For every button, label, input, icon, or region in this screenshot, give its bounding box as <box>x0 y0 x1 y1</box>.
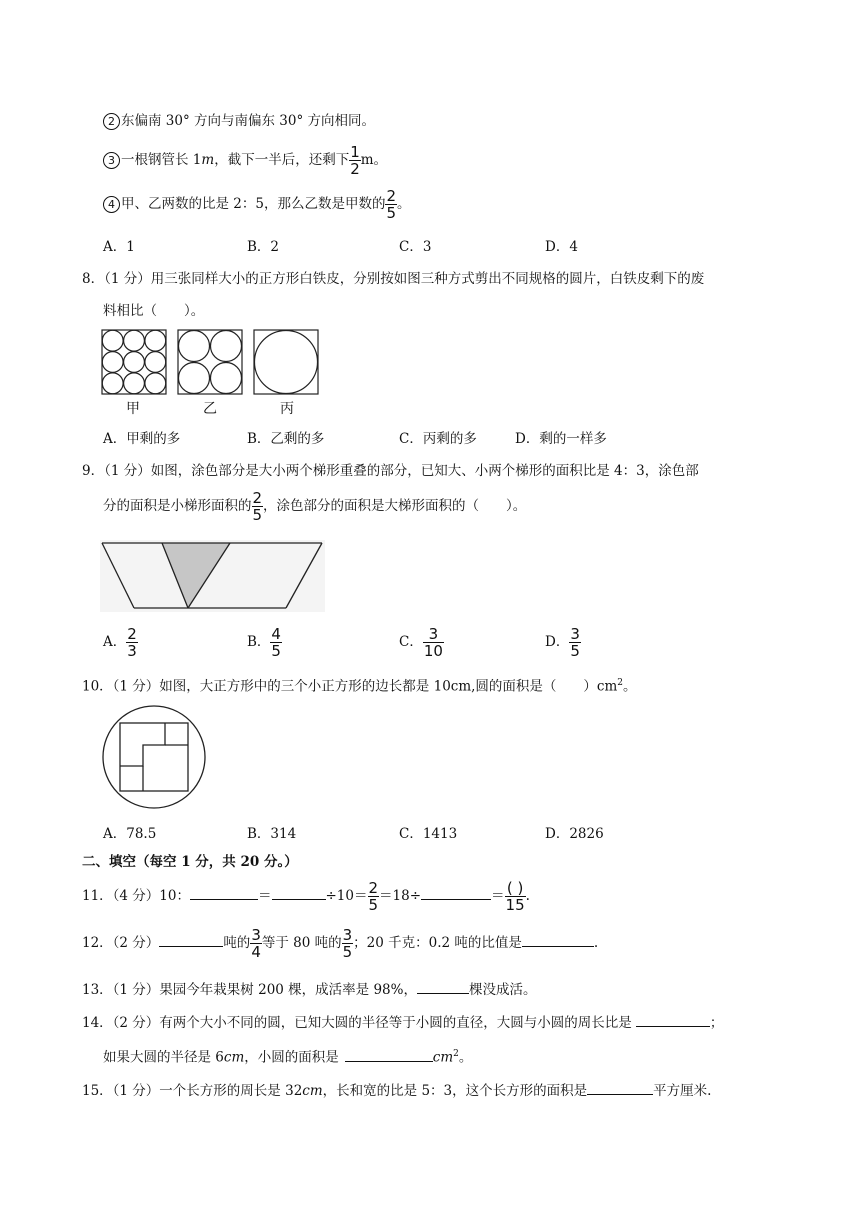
q9-option-b[interactable]: B． $\frac{4}{5}$ <box>247 625 281 660</box>
q10-option-c[interactable]: C．1413 <box>399 826 458 842</box>
q9-figure-trapezoids <box>100 540 325 612</box>
fraction: $\frac{4}{5}$ <box>271 625 281 660</box>
q15: 15．（1 分）一个长方形的周长是 32cm，长和宽的比是 5：3，这个长方形的面积是 平方厘米. <box>82 1080 711 1100</box>
circled-number: 3 <box>103 152 120 169</box>
q10-option-d[interactable]: D．2826 <box>545 826 604 842</box>
q10-stem: 10．（1 分）如图，大正方形中的三个小正方形的边长都是 10cm,圆的面积是（ ）$cm^2$。 <box>82 678 637 695</box>
circled-number: 4 <box>103 196 120 213</box>
answer-blank[interactable] <box>417 979 469 994</box>
q8-caption-jia: 甲 <box>126 401 140 417</box>
circle-small <box>145 373 166 394</box>
q7-option-d[interactable]: D．4 <box>545 239 578 255</box>
circle-small <box>145 352 166 373</box>
q8-caption-yi: 乙 <box>203 401 217 417</box>
q9-stem-line2: 分的面积是小梯形面积的 $\frac{2}{5}$ ，涂色部分的面积是大梯形面积的（ ）。 <box>103 489 527 524</box>
circle-medium <box>211 331 242 362</box>
q9-option-d[interactable]: D． $\frac{3}{5}$ <box>545 625 580 660</box>
q12: 12．（2 分） 吨的 $\frac{3}{4}$ 等于 80 吨的 $\frac{3}{5}$ ；20 千克：0.2 吨的比值是 . <box>82 926 599 961</box>
answer-blank[interactable] <box>159 932 223 947</box>
circle-small <box>124 373 145 394</box>
q8-stem-line2: 料相比（ ）。 <box>103 303 205 319</box>
square-yi <box>178 330 242 394</box>
q10-option-a[interactable]: A．78.5 <box>103 826 157 842</box>
q7-option-c[interactable]: C．3 <box>399 239 432 255</box>
q8-option-d[interactable]: D．剩的一样多 <box>515 431 607 447</box>
q9-stem-line1: 9．（1 分）如图，涂色部分是大小两个梯形重叠的部分，已知大、小两个梯形的面积比是 4：3，涂色部 <box>82 463 699 479</box>
circled-number: 2 <box>103 113 120 130</box>
q7-statement-3: 3 一根钢管长 1m，截下一半后，还剩下 $\frac{1}{2}$ m。 <box>103 144 387 178</box>
fraction: $\frac{2}{5}$ <box>252 489 263 524</box>
answer-blank[interactable] <box>587 1080 653 1095</box>
circle-medium <box>179 363 210 394</box>
q8-figure-squares <box>100 328 325 398</box>
small-squares-steps <box>120 723 165 766</box>
fraction: $\frac{3}{5}$ <box>342 926 353 961</box>
q8-option-b[interactable]: B．乙剩的多 <box>247 431 325 447</box>
fraction: $\frac{2}{5}$ <box>386 187 397 222</box>
q14-line1: 14．（2 分）有两个大小不同的圆，已知大圆的半径等于小圆的直径，大圆与小圆的周长比是 ； <box>82 1012 723 1032</box>
circle-small <box>102 352 123 373</box>
q7-option-b[interactable]: B．2 <box>247 239 280 255</box>
q14-line2: 如果大圆的半径是 6cm，小圆的面积是 $cm^2$。 <box>103 1045 472 1067</box>
q8-stem-line1: 8．（1 分）用三张同样大小的正方形白铁皮，分别按如图三种方式剪出不同规格的圆片，白铁皮剩下的废 <box>82 271 705 287</box>
q7-statement-4: 4 甲、乙两数的比是 2：5，那么乙数是甲数的 $\frac{2}{5}$ 。 <box>103 188 411 222</box>
q9-option-c[interactable]: C． $\frac{3}{10}$ <box>399 625 443 660</box>
circle-medium <box>179 331 210 362</box>
answer-blank[interactable] <box>636 1012 710 1027</box>
q8-option-c[interactable]: C．丙剩的多 <box>399 431 477 447</box>
q10-option-b[interactable]: B．314 <box>247 826 297 842</box>
circle-small <box>145 330 166 351</box>
answer-blank[interactable] <box>345 1047 433 1062</box>
fraction-blank[interactable]: $\frac{( )}{15}$ <box>505 879 525 914</box>
answer-blank[interactable] <box>272 885 326 900</box>
q9-option-a[interactable]: A． $\frac{2}{3}$ <box>103 625 137 660</box>
q11: 11．（4 分）10： ＝ ÷10＝ $\frac{2}{5}$ ＝18÷ ＝ $\frac{( )}{15}$ . <box>82 879 530 914</box>
fraction: $\frac{1}{2}$ <box>350 143 360 178</box>
fraction: $\frac{3}{10}$ <box>423 625 443 660</box>
fraction: $\frac{3}{5}$ <box>570 625 580 660</box>
circle-small <box>102 373 123 394</box>
q7-option-a[interactable]: A．1 <box>103 239 135 255</box>
section-2-heading: 二、填空（每空 1 分，共 20 分。） <box>82 854 298 870</box>
q7-statement-2: 2 东偏南 30° 方向与南偏东 30° 方向相同。 <box>103 112 375 130</box>
big-square <box>120 723 188 791</box>
fraction: $\frac{2}{5}$ <box>368 879 379 914</box>
circle-small <box>124 330 145 351</box>
answer-blank[interactable] <box>522 932 594 947</box>
answer-blank[interactable] <box>421 885 491 900</box>
fraction: $\frac{3}{4}$ <box>251 926 261 961</box>
circle-medium <box>211 363 242 394</box>
circle-small <box>102 330 123 351</box>
answer-blank[interactable] <box>190 885 258 900</box>
square-jia <box>102 330 166 394</box>
q13: 13．（1 分）果园今年栽果树 200 棵，成活率是 98%， 棵没成活。 <box>82 979 536 999</box>
q10-figure-circle-squares <box>100 703 208 811</box>
q8-option-a[interactable]: A．甲剩的多 <box>103 431 181 447</box>
outer-circle <box>103 706 205 808</box>
circle-large <box>255 331 318 394</box>
circle-small <box>124 352 145 373</box>
fraction: $\frac{2}{3}$ <box>127 625 137 660</box>
q8-caption-bing: 丙 <box>280 401 294 417</box>
